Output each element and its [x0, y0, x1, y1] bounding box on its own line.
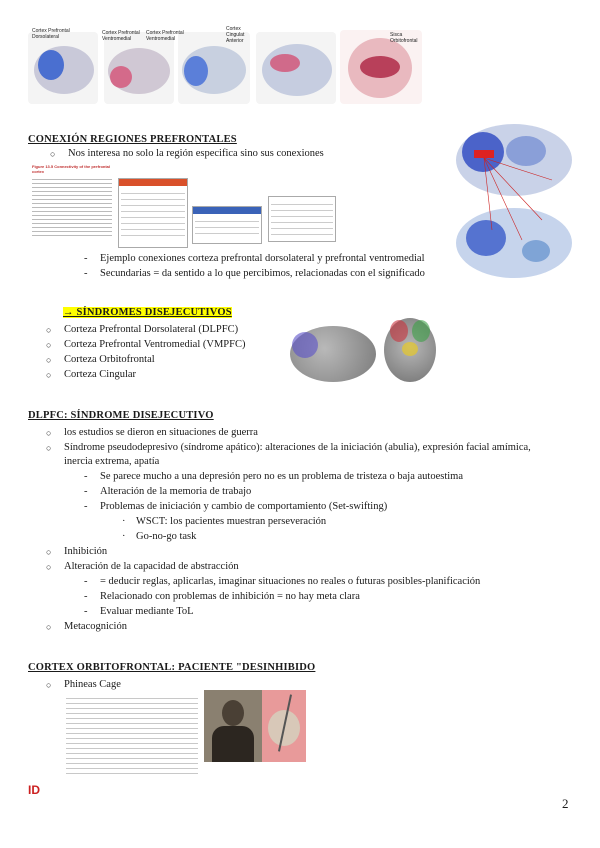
figure-caption-title: Figure 13.5 Connectivity of the prefrontal cortex [32, 164, 111, 174]
dash-ejemplo-conexiones: - Ejemplo conexiones corteza prefrontal dorsolateral y prefrontal ventromedial [100, 252, 425, 266]
top-label-2: Cortex Prefrontal Ventromedial [146, 30, 184, 42]
diagram-box-1 [118, 178, 188, 248]
bullet-pseudodepresivo: ○ Síndrome pseudodepresivo (síndrome apático): alteraciones de la iniciación (abulia), expresión facial amímica, [64, 441, 531, 455]
brain-connectivity-figure [452, 120, 576, 282]
top-label-4: Sisca Orbitofrontal [390, 32, 418, 44]
bullet-inhibicion: ○ Inhibición [64, 545, 107, 559]
dash-meta-clara: - Relacionado con problemas de inhibición = no hay meta clara [100, 590, 360, 604]
dash-tol: - Evaluar mediante ToL [100, 605, 194, 619]
section-heading-dlpfc: DLPFC: SÍNDROME DISEJECUTIVO [28, 410, 214, 421]
dash-iniciacion: - Problemas de iniciación y cambio de comportamiento (Set-swifting) [100, 500, 387, 514]
brain-figure-cingulate [256, 32, 336, 104]
bullet-metacognicion: ○ Metacognición [64, 620, 127, 634]
brain-figure-dlpfc [28, 32, 98, 104]
bullet-abstraccion: ○ Alteración de la capacidad de abstracción [64, 560, 239, 574]
diagram-box-2 [192, 206, 262, 244]
connectivity-figure-caption [32, 164, 112, 242]
section-heading-conexion: CONEXIÓN REGIONES PREFRONTALES [28, 134, 237, 145]
dash-memoria: - Alteración de la memoria de trabajo [100, 485, 251, 499]
dash-deducir-reglas: - = deducir reglas, aplicarlas, imaginar situaciones no reales o futuras posibles-planificación [100, 575, 480, 589]
list-item-orbitofrontal: ○ Corteza Orbitofrontal [64, 353, 155, 367]
bullet-estudios: ○ los estudios se dieron en situaciones de guerra [64, 426, 258, 440]
section-heading-sindromes: → SÍNDROMES DISEJECUTIVOS [63, 307, 232, 318]
list-item-cingular: ○ Corteza Cingular [64, 368, 136, 382]
page-number: 2 [562, 796, 569, 811]
sub-go-no-go: · Go-no-go task [136, 530, 196, 544]
phineas-text-excerpt [66, 694, 198, 774]
phineas-portrait [204, 690, 262, 762]
brain-figure-vmpfc [104, 32, 174, 104]
top-label-3: Cortex Cingulat Anterior [226, 26, 245, 44]
top-label-1: Cortex Prefrontal Ventromedial [102, 30, 140, 42]
top-figure-strip [28, 26, 423, 106]
list-item-vmpfc: ○ Corteza Prefrontal Ventromedial (VMPFC) [64, 338, 245, 352]
id-mark: ID [28, 783, 40, 797]
bullet-pseudodepresivo-cont: inercia extrema, apatía [64, 456, 160, 467]
brain-photo-top [380, 316, 440, 386]
dash-secundarias: - Secundarias = da sentido a lo que percibimos, relacionadas con el significado [100, 267, 425, 281]
bullet-phineas: ○ Phineas Cage [64, 678, 121, 692]
phineas-skull-image [262, 690, 306, 762]
top-label-0: Cortex Prefrontal Dorsolateral [32, 28, 70, 40]
diagram-box-3 [268, 196, 336, 242]
bullet-conexiones: ○ Nos interesa no solo la región especifica sino sus conexiones [68, 147, 324, 161]
sub-wsct: · WSCT: los pacientes muestran perseveración [136, 515, 326, 529]
section-heading-orbitofrontal: CORTEX ORBITOFRONTAL: PACIENTE "DESINHIBIDO [28, 662, 316, 673]
dash-depresion: - Se parece mucho a una depresión pero no es un problema de tristeza o baja autoestima [100, 470, 463, 484]
list-item-dlpfc: ○ Corteza Prefrontal Dorsolateral (DLPFC) [64, 323, 238, 337]
brain-photo-lateral [284, 322, 380, 388]
